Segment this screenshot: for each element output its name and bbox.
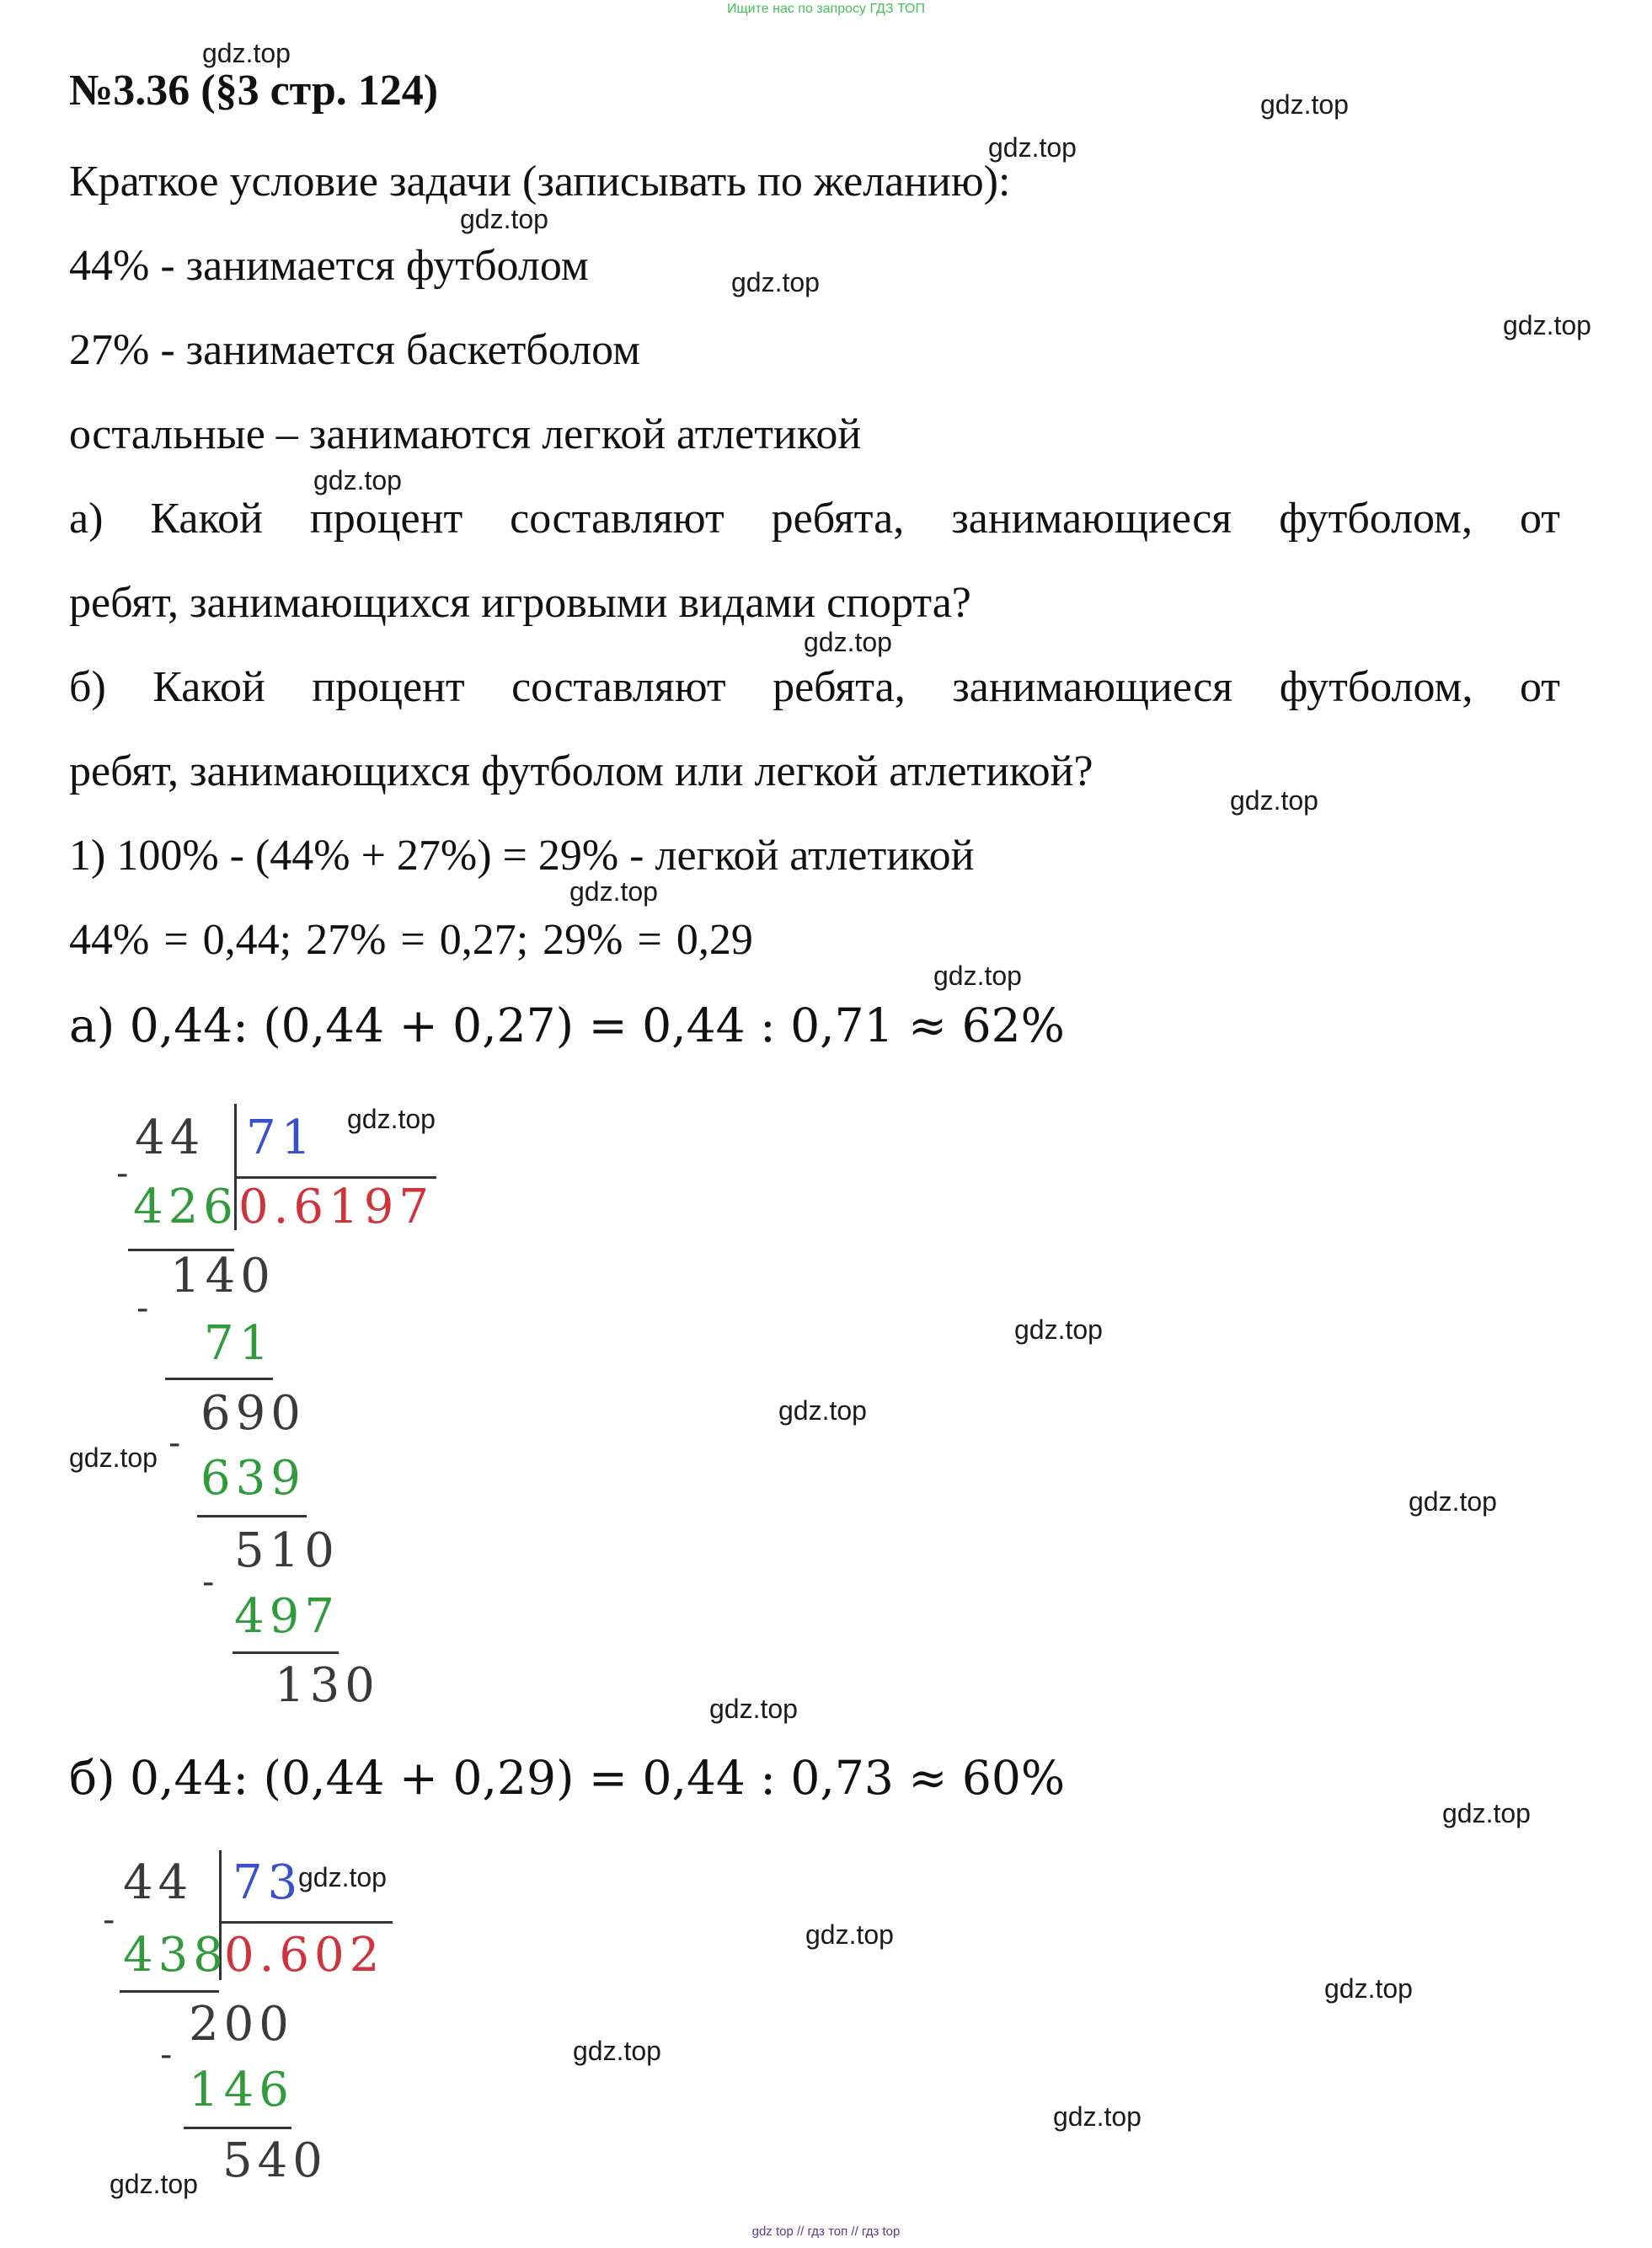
watermark: gdz.top [460, 204, 548, 234]
division-b-minus: - [103, 1901, 115, 1940]
division-b-dividend: 44 [123, 1855, 194, 1910]
division-a-final-remainder: 130 [275, 1658, 380, 1713]
solution-step-1: 1) 100% - (44% + 27%) = 29% - легкой атлетикой [69, 832, 975, 880]
answer-a-expression: а) 0,44: (0,44 + 0,27) = 0,44 : 0,71 ≈ 62% [69, 998, 1065, 1052]
watermark: gdz.top [1503, 310, 1591, 340]
watermark: gdz.top [933, 961, 1022, 991]
watermark: gdz.top [709, 1694, 798, 1724]
division-a-rule [197, 1515, 307, 1517]
division-a-minus: - [202, 1563, 215, 1602]
watermark: gdz.top [69, 1442, 158, 1473]
header-note: Ищите нас по запросу ГДЗ ТОП [727, 2, 925, 16]
watermark: gdz.top [1324, 1973, 1413, 2004]
question-b-line-1: б) Какой процент составляют ребята, занимающиеся футболом, от [69, 663, 1560, 711]
division-a-subtrahend: 639 [200, 1451, 306, 1506]
division-a-remainder: 690 [200, 1386, 306, 1441]
watermark: gdz.top [313, 465, 402, 495]
division-a-first-subtrahend: 426 [133, 1180, 238, 1234]
division-b-rule [120, 1990, 219, 1993]
watermark: gdz.top [298, 1862, 387, 1892]
watermark: gdz.top [1014, 1314, 1103, 1345]
condition-football: 44% - занимается футболом [69, 242, 589, 290]
condition-basketball: 27% - занимается баскетболом [69, 326, 641, 374]
division-b-final-remainder: 540 [222, 2133, 328, 2188]
division-a-subtrahend: 497 [234, 1589, 339, 1644]
condition-athletics: остальные – занимаются легкой атлетикой [69, 410, 862, 458]
division-b-rule [184, 2127, 291, 2129]
watermark: gdz.top [110, 2169, 198, 2199]
division-a-rule [233, 1651, 339, 1654]
watermark: gdz.top [804, 627, 892, 657]
division-b-first-subtrahend: 438 [123, 1928, 228, 1983]
division-b-divisor-line [219, 1921, 393, 1924]
watermark: gdz.top [1053, 2101, 1141, 2132]
watermark: gdz.top [778, 1395, 867, 1426]
division-b-minus: - [160, 2036, 173, 2074]
division-b-subtrahend: 146 [189, 2063, 294, 2117]
division-b-remainder: 200 [189, 1997, 294, 2052]
watermark: gdz.top [1260, 89, 1349, 120]
question-a-line-1: а) Какой процент составляют ребята, занимающиеся футболом, от [69, 495, 1560, 543]
division-a-minus: - [136, 1289, 149, 1328]
footer-note: gdz top // гдз топ // гдз top [751, 2224, 901, 2239]
division-a-divisor-line [234, 1176, 436, 1179]
answer-b-expression: б) 0,44: (0,44 + 0,29) = 0,44 : 0,73 ≈ 60% [69, 1751, 1066, 1805]
watermark: gdz.top [573, 2036, 661, 2066]
division-a-minus: - [168, 1424, 181, 1463]
division-a-dividend: 44 [135, 1111, 206, 1165]
page-title: №3.36 (§3 стр. 124) [69, 67, 439, 115]
division-b-divisor: 73 [233, 1855, 303, 1910]
watermark: gdz.top [202, 38, 291, 68]
division-a-minus: - [116, 1154, 129, 1193]
watermark: gdz.top [988, 132, 1077, 163]
watermark: gdz.top [569, 876, 658, 907]
division-a-divisor: 71 [246, 1111, 317, 1165]
watermark: gdz.top [731, 267, 820, 297]
watermark: gdz.top [1442, 1798, 1531, 1828]
division-b-quotient: 0.602 [224, 1928, 385, 1983]
watermark: gdz.top [805, 1919, 894, 1950]
percent-to-decimal: 44% = 0,44; 27% = 0,27; 29% = 0,29 [69, 916, 753, 964]
watermark: gdz.top [1409, 1486, 1497, 1517]
division-a-remainder: 510 [234, 1523, 339, 1578]
watermark: gdz.top [1230, 785, 1318, 816]
question-a-line-2: ребят, занимающихся игровыми видами спорта? [69, 579, 971, 627]
division-a-rule [165, 1378, 273, 1380]
question-b-line-2: ребят, занимающихся футболом или легкой атлетикой? [69, 747, 1093, 795]
division-a-quotient: 0.6197 [238, 1180, 434, 1234]
division-a-remainder: 140 [170, 1249, 275, 1303]
watermark: gdz.top [347, 1104, 436, 1134]
division-a-subtrahend: 71 [204, 1316, 275, 1371]
condition-intro: Краткое условие задачи (записывать по желанию): [69, 158, 1011, 206]
